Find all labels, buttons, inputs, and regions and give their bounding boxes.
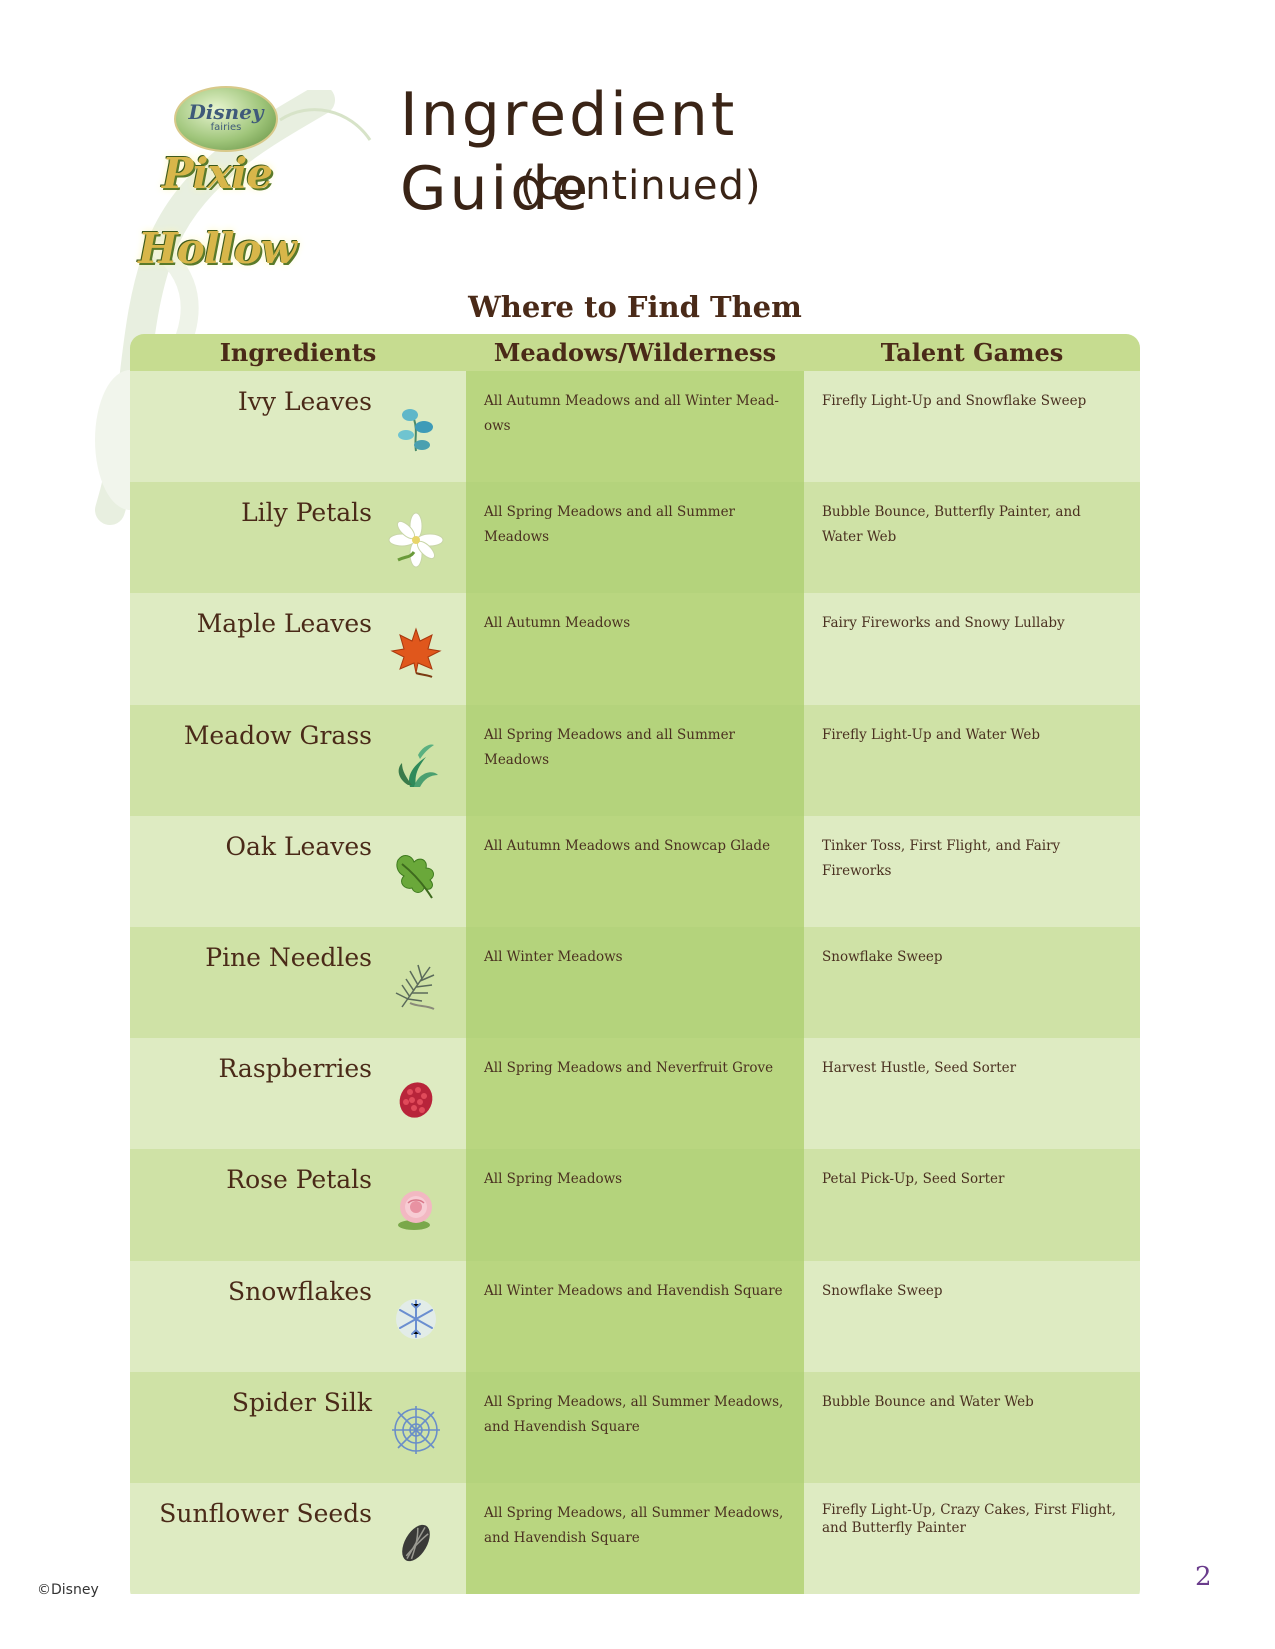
meadows-cell xyxy=(466,1372,804,1483)
ingredient-name: Snowflakes xyxy=(227,1276,372,1306)
meadows-cell xyxy=(466,593,804,704)
logo-title: Pixie Hollow xyxy=(138,149,296,273)
meadows-cell xyxy=(466,927,804,1038)
copyright-notice: ©Disney xyxy=(37,1582,99,1598)
meadows-cell xyxy=(466,482,804,593)
games-cell xyxy=(804,593,1140,704)
page-number: 2 xyxy=(1195,1562,1212,1592)
games-cell xyxy=(804,1483,1140,1594)
ingredient-cell xyxy=(130,593,466,704)
ingredient-cell xyxy=(130,1149,466,1260)
ingredient-name: Ivy Leaves xyxy=(237,387,372,416)
ingredient-cell xyxy=(130,482,466,593)
meadows-cell xyxy=(466,816,804,927)
meadows-cell xyxy=(466,1149,804,1260)
column-header-games: Talent Games xyxy=(880,338,1064,367)
column-header-meadows: Meadows/Wilderness xyxy=(493,338,777,367)
meadows-text: All Spring Meadows, all Summer Meadows, and Havendish Square xyxy=(484,1393,784,1435)
ingredient-name: Raspberries xyxy=(218,1054,372,1084)
column-header-ingredients: Ingredients xyxy=(219,338,377,367)
ivy-leaves-icon xyxy=(388,401,444,457)
ingredient-cell xyxy=(130,371,466,482)
sunflower-seed-icon xyxy=(388,1513,444,1569)
meadows-text: All Autumn Meadows and Snowcap Glade xyxy=(484,837,771,854)
meadows-text: All Winter Meadows and Havendish Square xyxy=(484,1282,783,1299)
ingredient-name: Lily Petals xyxy=(241,498,372,528)
meadows-cell xyxy=(466,1038,804,1149)
ingredient-name: Pine Needles xyxy=(205,942,372,972)
meadows-cell xyxy=(466,371,804,482)
ingredient-name: Spider Silk xyxy=(231,1387,372,1417)
games-text: Firefly Light-Up and Snowflake Sweep xyxy=(822,393,1087,409)
games-cell xyxy=(804,1038,1140,1149)
meadows-text: All Spring Meadows, all Summer Meadows, and Havendish Square xyxy=(484,1504,784,1546)
pine-needles-icon xyxy=(388,957,444,1013)
table-row xyxy=(130,593,1140,704)
table-row xyxy=(130,371,1140,482)
games-cell xyxy=(804,482,1140,593)
spider-web-icon xyxy=(388,1402,444,1458)
ingredient-cell xyxy=(130,705,466,816)
ingredient-table xyxy=(130,334,1140,1604)
games-cell xyxy=(804,927,1140,1038)
table-header xyxy=(130,334,1140,371)
games-text: Firefly Light-Up, Crazy Cakes, First Flight, and Butterfly Painter xyxy=(822,1501,1117,1536)
meadows-text: All Autumn Meadows and all Winter Mead-ows xyxy=(484,393,779,434)
games-cell xyxy=(804,816,1140,927)
meadows-text: All Autumn Meadows xyxy=(484,615,631,632)
table-row xyxy=(130,1038,1140,1149)
maple-leaf-icon xyxy=(388,623,444,679)
games-cell xyxy=(804,1149,1140,1260)
meadow-grass-icon xyxy=(388,735,444,791)
section-heading: Where to Find Them xyxy=(468,290,802,324)
meadows-cell xyxy=(466,1261,804,1372)
ingredient-cell xyxy=(130,1261,466,1372)
games-cell xyxy=(804,705,1140,816)
games-text: Fairy Fireworks and Snowy Lullaby xyxy=(822,615,1065,632)
lily-petals-icon xyxy=(388,512,444,568)
meadows-cell xyxy=(466,705,804,816)
games-text: Bubble Bounce and Water Web xyxy=(822,1393,1034,1410)
table-row xyxy=(130,482,1140,593)
oak-leaf-icon xyxy=(388,846,444,902)
table-row xyxy=(130,1149,1140,1260)
logo-sub: fairies xyxy=(210,122,242,133)
ingredient-name: Maple Leaves xyxy=(196,609,372,639)
games-cell xyxy=(804,1261,1140,1372)
ingredient-cell xyxy=(130,1038,466,1149)
ingredient-cell xyxy=(130,927,466,1038)
table-row xyxy=(130,1261,1140,1372)
games-text: Snowflake Sweep xyxy=(822,948,943,965)
meadows-text: All Spring Meadows and all Summer Meadows xyxy=(484,504,736,546)
meadows-text: All Winter Meadows xyxy=(484,948,623,965)
games-cell xyxy=(804,371,1140,482)
games-cell xyxy=(804,1372,1140,1483)
meadows-text: All Spring Meadows xyxy=(484,1171,623,1188)
ingredient-name: Meadow Grass xyxy=(183,720,372,750)
games-text: Firefly Light-Up and Water Web xyxy=(822,726,1040,743)
ingredient-name: Oak Leaves xyxy=(225,831,372,861)
logo-brand: Disney xyxy=(188,100,264,124)
page-subtitle: (continued) xyxy=(520,163,762,209)
rose-petals-icon xyxy=(388,1179,444,1235)
ingredient-cell xyxy=(130,1372,466,1483)
meadows-text: All Spring Meadows and all Summer Meadows xyxy=(484,726,736,768)
games-text: Petal Pick-Up, Seed Sorter xyxy=(822,1171,1005,1188)
meadows-text: All Spring Meadows and Neverfruit Grove xyxy=(484,1060,774,1077)
games-text: Bubble Bounce, Butterfly Painter, and Water Web xyxy=(822,504,1081,546)
page-title: Ingredient Guide xyxy=(400,80,738,224)
table-row xyxy=(130,816,1140,927)
games-text: Snowflake Sweep xyxy=(822,1282,943,1299)
ingredient-name: Sunflower Seeds xyxy=(159,1498,372,1528)
table-row xyxy=(130,705,1140,816)
pixie-hollow-logo xyxy=(92,76,342,273)
ingredient-cell xyxy=(130,1483,466,1594)
table-row xyxy=(130,1483,1140,1594)
table-row xyxy=(130,1372,1140,1483)
games-text: Tinker Toss, First Flight, and Fairy Fireworks xyxy=(822,837,1061,879)
table-row xyxy=(130,927,1140,1038)
snowflake-icon xyxy=(388,1291,444,1347)
raspberry-icon xyxy=(388,1068,444,1124)
meadows-cell xyxy=(466,1483,804,1594)
games-text: Harvest Hustle, Seed Sorter xyxy=(822,1060,1017,1077)
ingredient-name: Rose Petals xyxy=(226,1165,372,1195)
ingredient-cell xyxy=(130,816,466,927)
